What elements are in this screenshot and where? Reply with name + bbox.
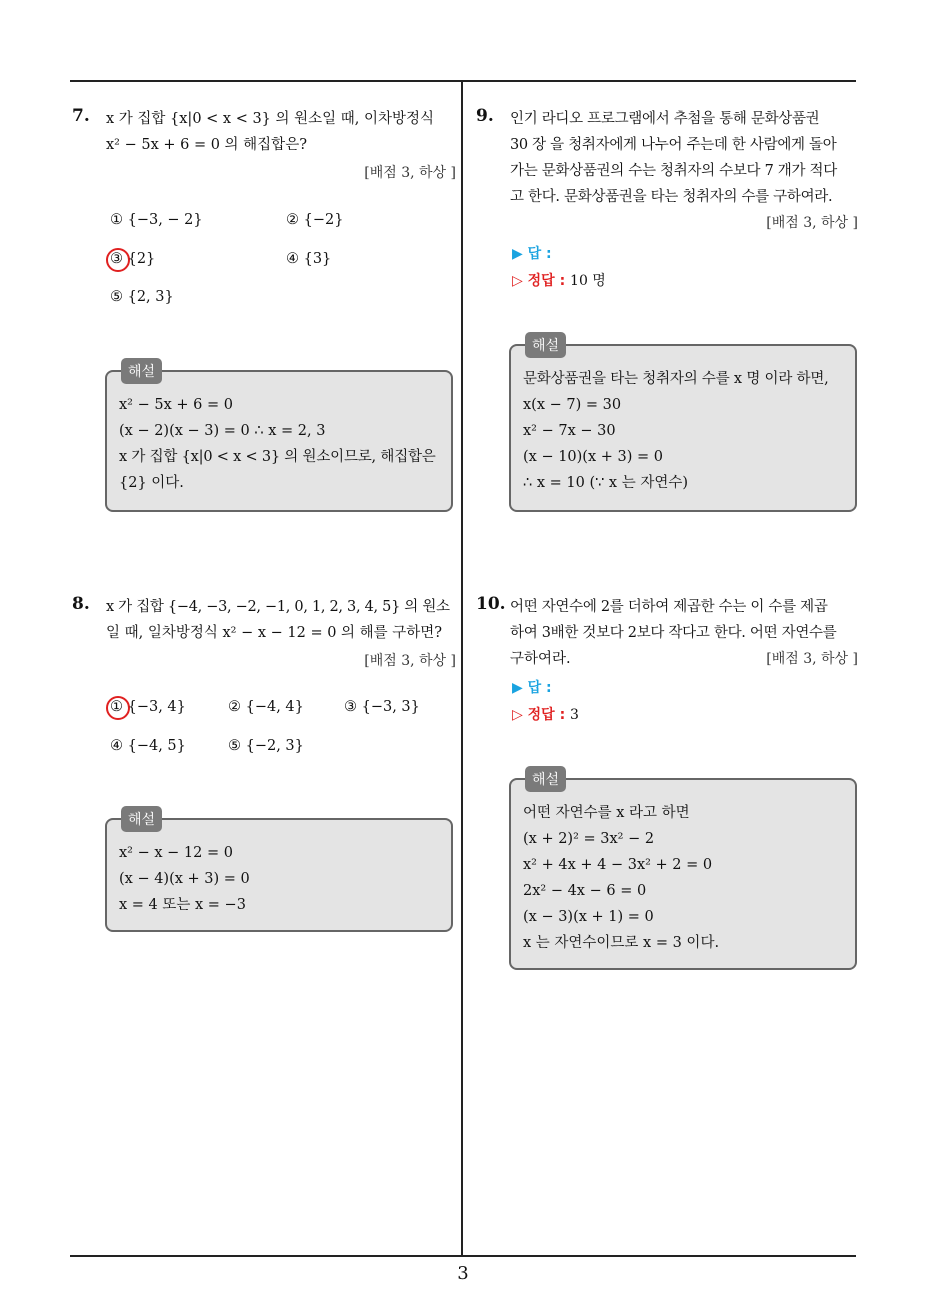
score-label: [배점 3, 하상 ] <box>766 651 858 667</box>
question-line: 구하여라. <box>510 651 571 667</box>
explanation-lines <box>523 366 845 496</box>
question-number: 10. <box>476 594 506 614</box>
page-number: 3 <box>457 1263 469 1284</box>
score-label: [배점 3, 하상 ] <box>364 653 456 669</box>
explanation-box <box>105 812 453 932</box>
explanation-box <box>509 772 857 970</box>
question-line: 하여 3배한 것보다 2보다 작다고 한다. 어떤 자연수를 <box>510 625 837 641</box>
explanation-lines <box>523 800 845 956</box>
explanation-line: (x − 2)(x − 3) = 0 ∴ x = 2, 3 <box>119 423 326 439</box>
question-line: x 가 집합 {x|0 < x < 3} 의 원소일 때, 이차방정식 <box>106 111 435 127</box>
explanation-box <box>105 364 453 512</box>
question-10 <box>476 594 858 674</box>
question-text <box>106 594 456 646</box>
choice-4[interactable]: ④ {3} <box>286 251 332 267</box>
answer-line <box>512 243 552 263</box>
explanation-line: x 가 집합 {x|0 < x < 3} 의 원소이므로, 해집합은 <box>119 449 436 465</box>
choice-3[interactable]: ③ {−3, 3} <box>344 699 420 715</box>
explanation-line: x 는 자연수이므로 x = 3 이다. <box>523 935 720 951</box>
question-line: x² − 5x + 6 = 0 의 해집합은? <box>106 137 307 153</box>
choice-3[interactable]: ③ {2} <box>110 251 156 267</box>
question-line: 일 때, 일차방정식 x² − x − 12 = 0 의 해를 구하면? <box>106 625 443 641</box>
choice-1[interactable]: ① {−3, − 2} <box>110 212 203 228</box>
explanation-line: ∴ x = 10 (∵ x 는 자연수) <box>523 475 689 491</box>
question-8 <box>72 594 456 674</box>
question-number: 8. <box>72 594 90 614</box>
question-7 <box>72 106 456 186</box>
explanation-line: x² − x − 12 = 0 <box>119 845 233 861</box>
correct-answer-label: ▷ 정답 : <box>512 273 566 289</box>
explanation-tag: 해설 <box>121 358 162 384</box>
explanation-lines <box>119 392 441 496</box>
explanation-line: {2} 이다. <box>119 475 184 491</box>
question-line: 인기 라디오 프로그램에서 추첨을 통해 문화상품권 <box>510 111 820 127</box>
top-rule <box>70 80 856 82</box>
correct-answer-value: 10 명 <box>570 273 606 289</box>
explanation-tag: 해설 <box>121 806 162 832</box>
choice-2[interactable]: ② {−2} <box>286 212 344 228</box>
question-number: 9. <box>476 106 494 126</box>
explanation-tag: 해설 <box>525 766 566 792</box>
question-text <box>106 106 456 158</box>
explanation-line: 문화상품권을 타는 청취자의 수를 x 명 이라 하면, <box>523 371 829 387</box>
correct-answer-value: 3 <box>570 707 579 723</box>
score-label: [배점 3, 하상 ] <box>766 215 858 231</box>
choice-2[interactable]: ② {−4, 4} <box>228 699 304 715</box>
answer-label: ▶ 답 : <box>512 680 552 696</box>
choice-5[interactable]: ⑤ {2, 3} <box>110 289 174 305</box>
question-number: 7. <box>72 106 90 126</box>
explanation-line: x² − 5x + 6 = 0 <box>119 397 233 413</box>
question-9 <box>476 106 858 236</box>
question-line: 고 한다. 문화상품권을 타는 청취자의 수를 구하여라. <box>510 189 833 205</box>
explanation-line: (x + 2)² = 3x² − 2 <box>523 831 655 847</box>
explanation-line: 2x² − 4x − 6 = 0 <box>523 883 647 899</box>
explanation-line: (x − 3)(x + 1) = 0 <box>523 909 654 925</box>
explanation-tag: 해설 <box>525 332 566 358</box>
bottom-rule <box>70 1255 856 1257</box>
explanation-line: x(x − 7) = 30 <box>523 397 622 413</box>
explanation-box <box>509 338 857 512</box>
explanation-lines <box>119 840 441 918</box>
explanation-line: (x − 10)(x + 3) = 0 <box>523 449 663 465</box>
question-line: 가는 문화상품권의 수는 청취자의 수보다 7 개가 적다 <box>510 163 837 179</box>
choice-1[interactable]: ① {−3, 4} <box>110 699 186 715</box>
score-label: [배점 3, 하상 ] <box>364 165 456 181</box>
question-line: 어떤 자연수에 2를 더하여 제곱한 수는 이 수를 제곱 <box>510 599 828 615</box>
correct-answer-line <box>512 270 606 290</box>
question-line: x 가 집합 {−4, −3, −2, −1, 0, 1, 2, 3, 4, 5} 의 원소 <box>106 599 450 615</box>
answer-label: ▶ 답 : <box>512 246 552 262</box>
explanation-line: (x − 4)(x + 3) = 0 <box>119 871 250 887</box>
explanation-line: x² − 7x − 30 <box>523 423 616 439</box>
question-text <box>510 106 858 210</box>
column-divider <box>461 82 463 1255</box>
explanation-line: 어떤 자연수를 x 라고 하면 <box>523 805 690 821</box>
correct-answer-label: ▷ 정답 : <box>512 707 566 723</box>
choice-4[interactable]: ④ {−4, 5} <box>110 738 186 754</box>
correct-answer-line <box>512 704 579 724</box>
question-line: 30 장 을 청취자에게 나누어 주는데 한 사람에게 돌아 <box>510 137 837 153</box>
choice-5[interactable]: ⑤ {−2, 3} <box>228 738 304 754</box>
answer-line <box>512 677 552 697</box>
explanation-line: x = 4 또는 x = −3 <box>119 897 246 913</box>
explanation-line: x² + 4x + 4 − 3x² + 2 = 0 <box>523 857 713 873</box>
